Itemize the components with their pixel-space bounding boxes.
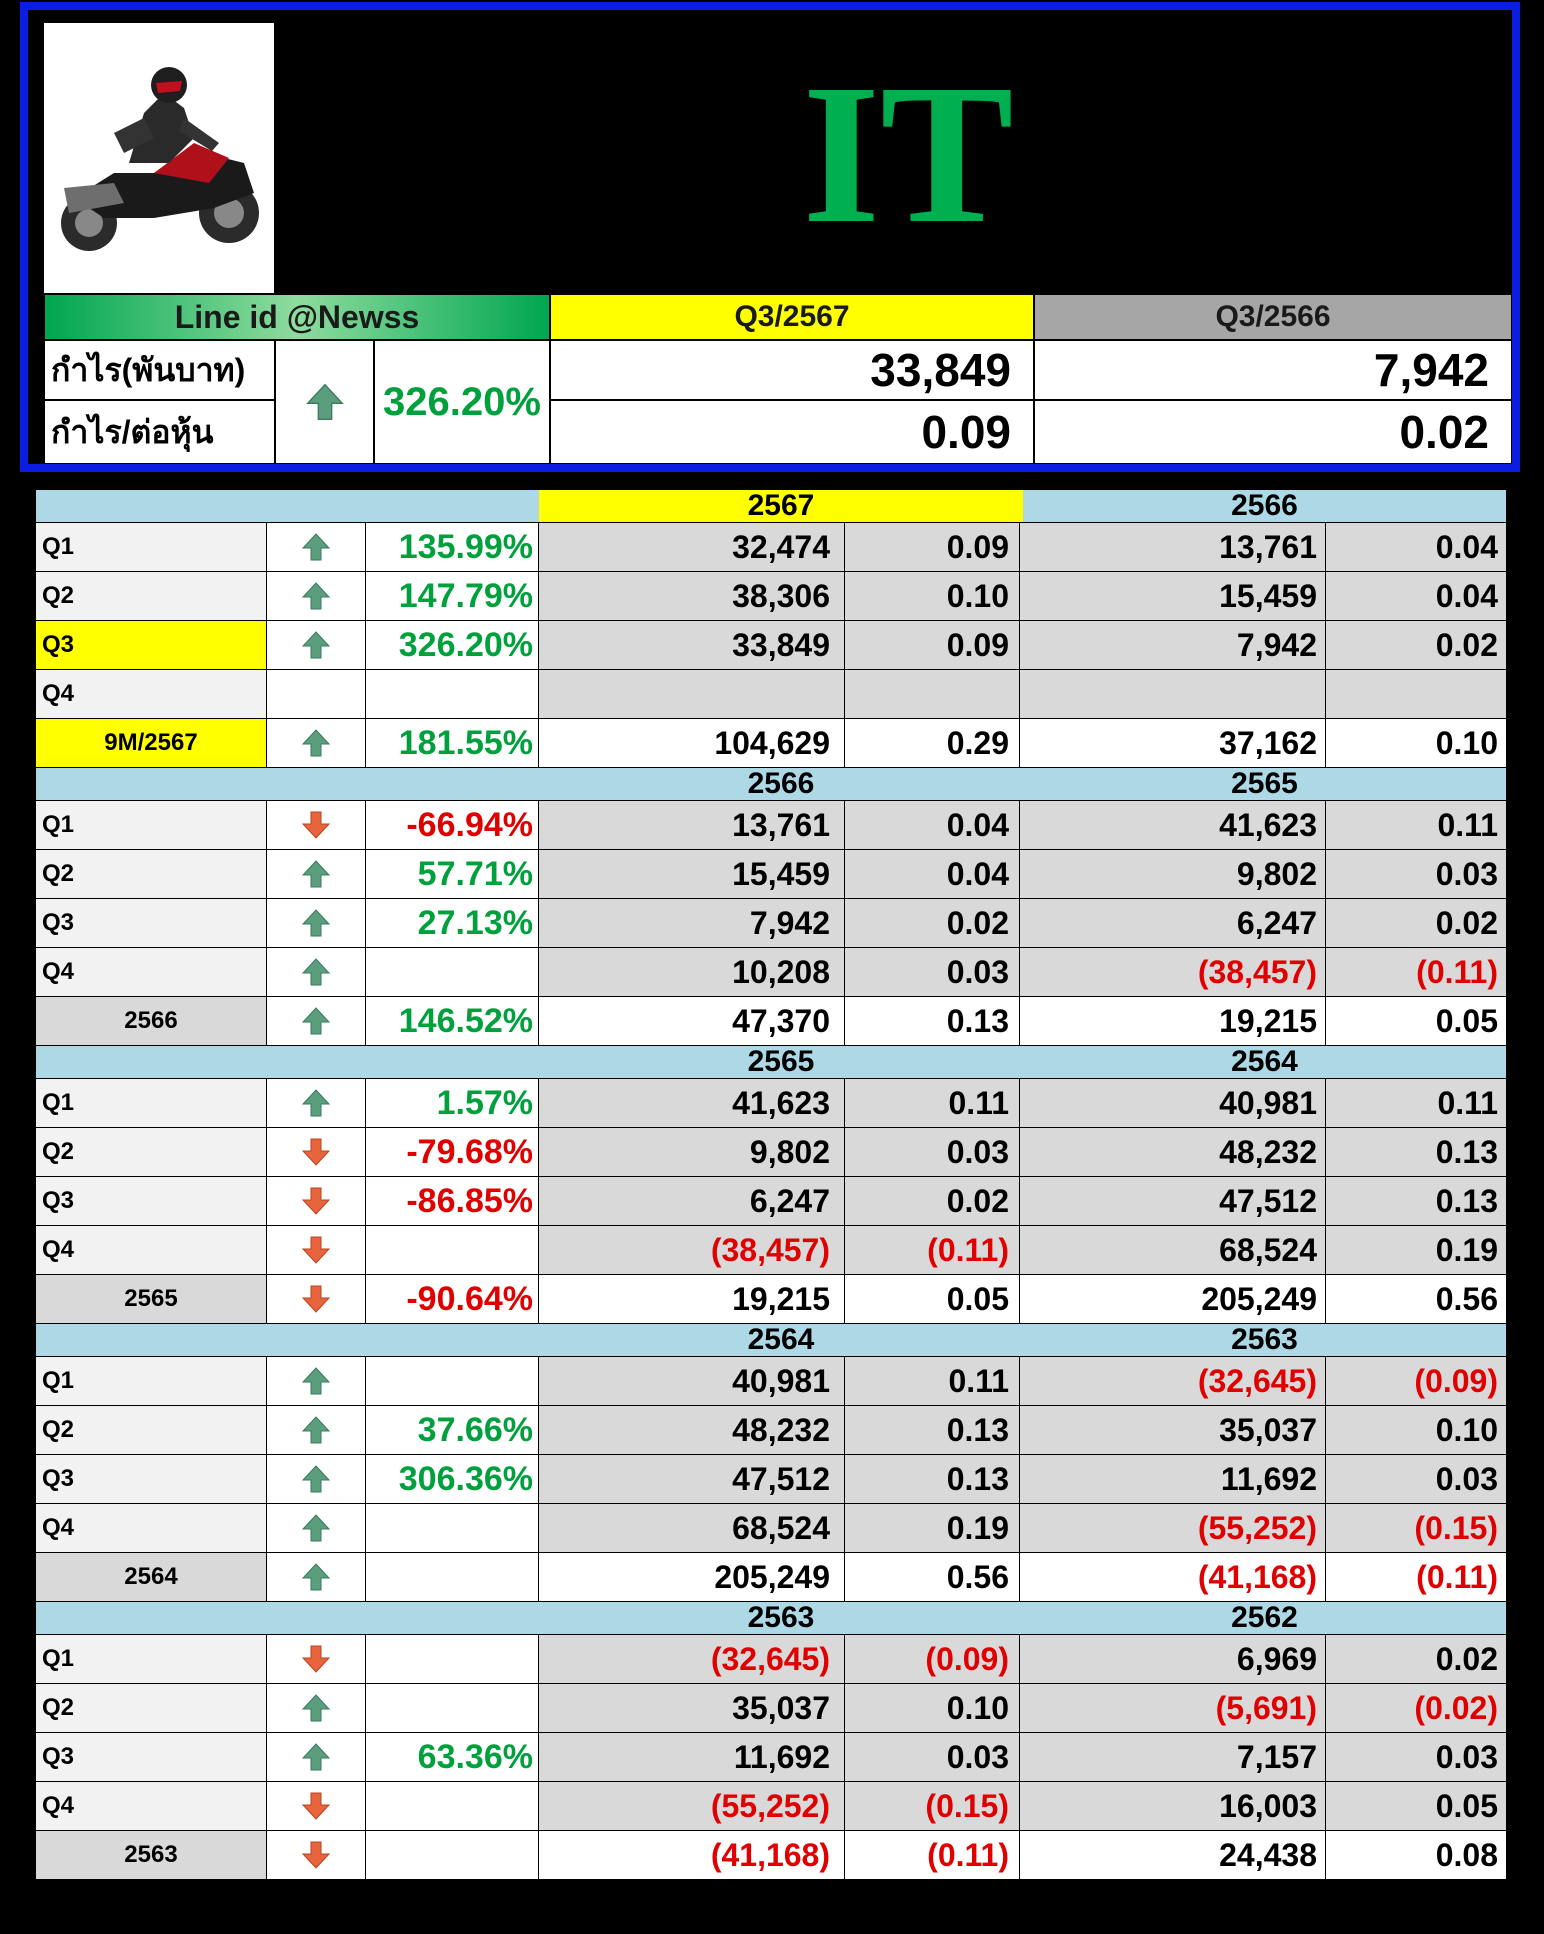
section-header-blank xyxy=(36,490,539,522)
previous-profit-value: 7,942 xyxy=(1034,340,1512,400)
profit-current: 47,370 xyxy=(539,997,845,1045)
profit-previous: 11,692 xyxy=(1020,1455,1326,1503)
table-row xyxy=(36,572,1506,621)
change-pct: -90.64% xyxy=(366,1275,539,1323)
profit-current: 13,761 xyxy=(539,801,845,849)
change-pct: 181.55% xyxy=(366,719,539,767)
period-label: Q3 xyxy=(36,1733,267,1781)
change-arrow xyxy=(267,1275,366,1323)
section-year-left: 2563 xyxy=(747,1601,815,1634)
change-arrow xyxy=(267,572,366,620)
eps-previous: (0.11) xyxy=(1326,1553,1506,1601)
profit-current: 40,981 xyxy=(539,1357,845,1405)
arrow-up-icon xyxy=(301,532,331,562)
arrow-up-icon xyxy=(301,1415,331,1445)
change-arrow xyxy=(267,621,366,669)
change-pct: 146.52% xyxy=(366,997,539,1045)
arrow-down-icon xyxy=(301,810,331,840)
eps-current: 0.10 xyxy=(845,1684,1020,1732)
change-pct xyxy=(366,1684,539,1732)
period-label: 2564 xyxy=(36,1553,267,1601)
change-arrow xyxy=(267,1782,366,1830)
arrow-up-icon xyxy=(301,728,331,758)
profit-current: 104,629 xyxy=(539,719,845,767)
profit-previous: 6,969 xyxy=(1020,1635,1326,1683)
period-label: Q1 xyxy=(36,801,267,849)
arrow-up-icon xyxy=(301,1513,331,1543)
eps-current: 0.04 xyxy=(845,801,1020,849)
period-label: Q1 xyxy=(36,523,267,571)
table-row xyxy=(36,1635,1506,1684)
table-row xyxy=(36,1128,1506,1177)
change-pct: 37.66% xyxy=(366,1406,539,1454)
profit-previous: 68,524 xyxy=(1020,1226,1326,1274)
profit-current: (32,645) xyxy=(539,1635,845,1683)
eps-previous: 0.56 xyxy=(1326,1275,1506,1323)
change-arrow xyxy=(267,899,366,947)
table-row xyxy=(36,899,1506,948)
eps-current: 0.56 xyxy=(845,1553,1020,1601)
table-row xyxy=(36,1406,1506,1455)
total-row xyxy=(36,1275,1506,1324)
period-label: Q3 xyxy=(36,1455,267,1503)
profit-previous: 24,438 xyxy=(1020,1831,1326,1879)
change-pct xyxy=(366,670,539,718)
history-table xyxy=(36,490,1506,1880)
change-arrow xyxy=(267,850,366,898)
period-label: 2565 xyxy=(36,1275,267,1323)
section-year-right: 2562 xyxy=(1231,1601,1298,1634)
change-arrow xyxy=(267,1455,366,1503)
arrow-down-icon xyxy=(301,1137,331,1167)
eps-current: 0.03 xyxy=(845,1733,1020,1781)
change-arrow xyxy=(267,801,366,849)
eps-previous: 0.11 xyxy=(1326,1079,1506,1127)
period-label: Q2 xyxy=(36,1128,267,1176)
table-row xyxy=(36,1782,1506,1831)
period-label: Q2 xyxy=(36,1406,267,1454)
eps-current: 0.09 xyxy=(845,523,1020,571)
section-header xyxy=(36,768,1506,801)
section-header-blank xyxy=(36,768,539,800)
profit-current: 19,215 xyxy=(539,1275,845,1323)
arrow-up-icon xyxy=(301,957,331,987)
table-row xyxy=(36,801,1506,850)
eps-current: (0.09) xyxy=(845,1635,1020,1683)
section-header xyxy=(36,1046,1506,1079)
profit-previous: 205,249 xyxy=(1020,1275,1326,1323)
change-pct xyxy=(366,1782,539,1830)
change-arrow xyxy=(267,1128,366,1176)
profit-label: กำไร(พันบาท) xyxy=(44,340,275,400)
eps-previous: 0.03 xyxy=(1326,850,1506,898)
profit-current: 6,247 xyxy=(539,1177,845,1225)
current-profit-value: 33,849 xyxy=(550,340,1034,400)
change-pct xyxy=(366,1635,539,1683)
profit-current: 38,306 xyxy=(539,572,845,620)
profit-previous: 40,981 xyxy=(1020,1079,1326,1127)
profit-current: 15,459 xyxy=(539,850,845,898)
eps-label: กำไร/ต่อหุ้น xyxy=(44,400,275,464)
profit-previous: 9,802 xyxy=(1020,850,1326,898)
arrow-up-icon xyxy=(301,1464,331,1494)
change-pct: 63.36% xyxy=(366,1733,539,1781)
eps-current: (0.11) xyxy=(845,1831,1020,1879)
eps-previous: 0.03 xyxy=(1326,1733,1506,1781)
eps-previous: 0.13 xyxy=(1326,1177,1506,1225)
change-pct: -86.85% xyxy=(366,1177,539,1225)
section-header xyxy=(36,490,1506,523)
eps-current: 0.10 xyxy=(845,572,1020,620)
table-row xyxy=(36,523,1506,572)
change-pct: 147.79% xyxy=(366,572,539,620)
change-arrow xyxy=(267,1684,366,1732)
profit-current: 68,524 xyxy=(539,1504,845,1552)
eps-previous: 0.04 xyxy=(1326,572,1506,620)
change-pct: 326.20% xyxy=(366,621,539,669)
arrow-up-icon xyxy=(301,1562,331,1592)
eps-current: 0.03 xyxy=(845,1128,1020,1176)
change-pct: 1.57% xyxy=(366,1079,539,1127)
section-year-left: 2566 xyxy=(747,767,815,800)
header-change-arrow xyxy=(275,340,374,464)
profit-current: 32,474 xyxy=(539,523,845,571)
motorcycle-rider-icon xyxy=(44,23,274,293)
eps-current: (0.15) xyxy=(845,1782,1020,1830)
section-header-blank xyxy=(36,1602,539,1634)
profit-current: 205,249 xyxy=(539,1553,845,1601)
eps-previous: 0.05 xyxy=(1326,997,1506,1045)
eps-previous: (0.15) xyxy=(1326,1504,1506,1552)
profit-previous: 35,037 xyxy=(1020,1406,1326,1454)
eps-current: 0.11 xyxy=(845,1357,1020,1405)
eps-previous: 0.02 xyxy=(1326,621,1506,669)
profit-current: 47,512 xyxy=(539,1455,845,1503)
change-pct: 135.99% xyxy=(366,523,539,571)
arrow-down-icon xyxy=(301,1186,331,1216)
change-pct: -66.94% xyxy=(366,801,539,849)
total-row xyxy=(36,1553,1506,1602)
change-arrow xyxy=(267,997,366,1045)
eps-current: 0.02 xyxy=(845,1177,1020,1225)
change-pct xyxy=(366,1831,539,1879)
eps-current: 0.04 xyxy=(845,850,1020,898)
period-label: 2566 xyxy=(36,997,267,1045)
profit-previous: 7,157 xyxy=(1020,1733,1326,1781)
profit-previous: (55,252) xyxy=(1020,1504,1326,1552)
table-row xyxy=(36,1226,1506,1275)
eps-current: 0.13 xyxy=(845,997,1020,1045)
profit-previous xyxy=(1020,670,1326,718)
table-row xyxy=(36,621,1506,670)
arrow-up-icon xyxy=(301,1088,331,1118)
eps-current: 0.09 xyxy=(845,621,1020,669)
section-year-right: 2564 xyxy=(1231,1045,1298,1078)
profit-previous: 6,247 xyxy=(1020,899,1326,947)
previous-eps-value: 0.02 xyxy=(1034,400,1512,464)
period-label: 2563 xyxy=(36,1831,267,1879)
eps-current: 0.13 xyxy=(845,1406,1020,1454)
arrow-down-icon xyxy=(301,1840,331,1870)
period-label: Q3 xyxy=(36,899,267,947)
change-arrow xyxy=(267,1504,366,1552)
eps-previous: 0.11 xyxy=(1326,801,1506,849)
total-row xyxy=(36,1831,1506,1880)
profit-current: 10,208 xyxy=(539,948,845,996)
period-label: Q2 xyxy=(36,1684,267,1732)
profit-current: 35,037 xyxy=(539,1684,845,1732)
profit-current: (38,457) xyxy=(539,1226,845,1274)
change-pct: 27.13% xyxy=(366,899,539,947)
change-pct xyxy=(366,1357,539,1405)
section-header-blank xyxy=(36,1046,539,1078)
profit-previous: 15,459 xyxy=(1020,572,1326,620)
eps-current: 0.03 xyxy=(845,948,1020,996)
profit-previous: 41,623 xyxy=(1020,801,1326,849)
profit-previous: (32,645) xyxy=(1020,1357,1326,1405)
arrow-down-icon xyxy=(301,1791,331,1821)
eps-current: 0.11 xyxy=(845,1079,1020,1127)
change-arrow xyxy=(267,948,366,996)
eps-previous: (0.02) xyxy=(1326,1684,1506,1732)
period-label: Q4 xyxy=(36,670,267,718)
profit-current: 33,849 xyxy=(539,621,845,669)
profit-previous: 19,215 xyxy=(1020,997,1326,1045)
section-year-left: 2564 xyxy=(747,1323,815,1356)
arrow-up-icon xyxy=(301,630,331,660)
table-row xyxy=(36,1455,1506,1504)
period-label: Q1 xyxy=(36,1357,267,1405)
current-eps-value: 0.09 xyxy=(550,400,1034,464)
eps-previous: 0.10 xyxy=(1326,1406,1506,1454)
current-period-header: Q3/2567 xyxy=(550,294,1034,340)
eps-previous: 0.13 xyxy=(1326,1128,1506,1176)
profit-previous: 48,232 xyxy=(1020,1128,1326,1176)
change-pct xyxy=(366,948,539,996)
arrow-up-icon xyxy=(301,859,331,889)
table-row xyxy=(36,1357,1506,1406)
arrow-up-icon xyxy=(301,1366,331,1396)
arrow-up-icon xyxy=(305,380,345,424)
section-year-right: 2565 xyxy=(1231,767,1298,800)
section-year-right: 2566 xyxy=(1231,489,1298,522)
change-arrow xyxy=(267,1226,366,1274)
period-label: 9M/2567 xyxy=(36,719,267,767)
table-row xyxy=(36,1079,1506,1128)
eps-current: 0.13 xyxy=(845,1455,1020,1503)
change-arrow xyxy=(267,1553,366,1601)
change-arrow xyxy=(267,1079,366,1127)
profit-current xyxy=(539,670,845,718)
period-label: Q1 xyxy=(36,1079,267,1127)
section-year-right: 2563 xyxy=(1231,1323,1298,1356)
change-arrow xyxy=(267,670,366,718)
header-change-pct: 326.20% xyxy=(374,340,550,464)
profit-current: 48,232 xyxy=(539,1406,845,1454)
total-row xyxy=(36,719,1506,768)
profit-previous: (41,168) xyxy=(1020,1553,1326,1601)
change-arrow xyxy=(267,523,366,571)
period-label: Q4 xyxy=(36,1782,267,1830)
period-label: Q4 xyxy=(36,948,267,996)
eps-current: (0.11) xyxy=(845,1226,1020,1274)
profit-previous: (5,691) xyxy=(1020,1684,1326,1732)
profit-current: 7,942 xyxy=(539,899,845,947)
change-arrow xyxy=(267,1733,366,1781)
eps-previous: 0.04 xyxy=(1326,523,1506,571)
eps-current: 0.19 xyxy=(845,1504,1020,1552)
eps-previous: 0.10 xyxy=(1326,719,1506,767)
profit-current: 9,802 xyxy=(539,1128,845,1176)
eps-previous: 0.05 xyxy=(1326,1782,1506,1830)
profit-previous: 37,162 xyxy=(1020,719,1326,767)
eps-current: 0.05 xyxy=(845,1275,1020,1323)
period-label: Q1 xyxy=(36,1635,267,1683)
eps-previous xyxy=(1326,670,1506,718)
profit-current: 11,692 xyxy=(539,1733,845,1781)
table-row xyxy=(36,1684,1506,1733)
section-year-left: 2567 xyxy=(539,490,1023,522)
change-arrow xyxy=(267,719,366,767)
change-arrow xyxy=(267,1357,366,1405)
arrow-up-icon xyxy=(301,1742,331,1772)
ticker-symbol: IT xyxy=(802,44,1014,265)
profit-previous: 47,512 xyxy=(1020,1177,1326,1225)
eps-previous: 0.02 xyxy=(1326,899,1506,947)
eps-previous: 0.02 xyxy=(1326,1635,1506,1683)
section-header xyxy=(36,1324,1506,1357)
arrow-up-icon xyxy=(301,1006,331,1036)
table-row xyxy=(36,1733,1506,1782)
arrow-up-icon xyxy=(301,908,331,938)
eps-previous: 0.08 xyxy=(1326,1831,1506,1879)
change-arrow xyxy=(267,1406,366,1454)
summary-header xyxy=(20,2,1520,472)
profit-current: (55,252) xyxy=(539,1782,845,1830)
profit-previous: 16,003 xyxy=(1020,1782,1326,1830)
profit-previous: (38,457) xyxy=(1020,948,1326,996)
profit-current: (41,168) xyxy=(539,1831,845,1879)
period-label: Q2 xyxy=(36,850,267,898)
arrow-up-icon xyxy=(301,1693,331,1723)
motorcycle-logo xyxy=(44,23,274,293)
change-pct xyxy=(366,1226,539,1274)
previous-period-header: Q3/2566 xyxy=(1034,294,1512,340)
section-year-left: 2565 xyxy=(747,1045,815,1078)
change-pct: 306.36% xyxy=(366,1455,539,1503)
eps-current: 0.29 xyxy=(845,719,1020,767)
period-label: Q4 xyxy=(36,1504,267,1552)
change-pct xyxy=(366,1504,539,1552)
profit-previous: 13,761 xyxy=(1020,523,1326,571)
eps-previous: (0.11) xyxy=(1326,948,1506,996)
change-pct xyxy=(366,1553,539,1601)
table-row xyxy=(36,948,1506,997)
arrow-down-icon xyxy=(301,1284,331,1314)
eps-current: 0.02 xyxy=(845,899,1020,947)
change-pct: -79.68% xyxy=(366,1128,539,1176)
eps-previous: (0.09) xyxy=(1326,1357,1506,1405)
total-row xyxy=(36,997,1506,1046)
period-label: Q3 xyxy=(36,621,267,669)
table-row xyxy=(36,850,1506,899)
period-label: Q4 xyxy=(36,1226,267,1274)
period-label: Q3 xyxy=(36,1177,267,1225)
arrow-down-icon xyxy=(301,1644,331,1674)
table-row xyxy=(36,1504,1506,1553)
profit-previous: 7,942 xyxy=(1020,621,1326,669)
change-pct: 57.71% xyxy=(366,850,539,898)
table-row xyxy=(36,1177,1506,1226)
profit-current: 41,623 xyxy=(539,1079,845,1127)
period-label: Q2 xyxy=(36,572,267,620)
table-row xyxy=(36,670,1506,719)
eps-previous: 0.19 xyxy=(1326,1226,1506,1274)
section-header xyxy=(36,1602,1506,1635)
eps-previous: 0.03 xyxy=(1326,1455,1506,1503)
eps-current xyxy=(845,670,1020,718)
arrow-up-icon xyxy=(301,581,331,611)
section-header-blank xyxy=(36,1324,539,1356)
change-arrow xyxy=(267,1831,366,1879)
arrow-down-icon xyxy=(301,1235,331,1265)
line-id-label: Line id @Newss xyxy=(44,294,550,340)
change-arrow xyxy=(267,1177,366,1225)
change-arrow xyxy=(267,1635,366,1683)
